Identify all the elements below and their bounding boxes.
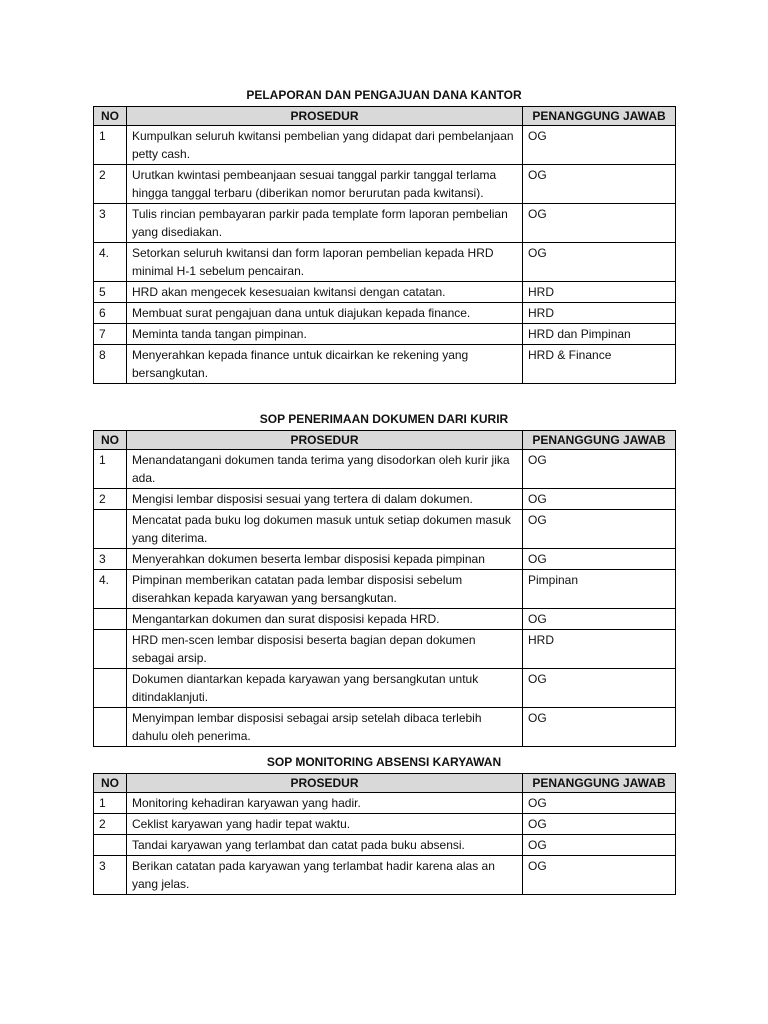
section-penerimaan-dokumen: [93, 411, 675, 747]
table-row: [94, 126, 676, 165]
cell-penanggung-jawab: HRD & Finance: [523, 345, 676, 384]
header-no: NO: [94, 774, 127, 793]
table-row: [94, 303, 676, 324]
cell-no: 1: [94, 450, 127, 489]
cell-penanggung-jawab: HRD: [523, 282, 676, 303]
cell-no: [94, 669, 127, 708]
cell-prosedur: HRD men-scen lembar disposisi beserta bagian depan dokumen sebagai arsip.: [127, 630, 523, 669]
cell-penanggung-jawab: OG: [523, 165, 676, 204]
procedure-table: [93, 773, 676, 895]
cell-penanggung-jawab: OG: [523, 814, 676, 835]
cell-no: 2: [94, 489, 127, 510]
cell-prosedur: Monitoring kehadiran karyawan yang hadir.: [127, 793, 523, 814]
cell-prosedur: Urutkan kwintasi pembeanjaan sesuai tanggal parkir tanggal terlama hingga tanggal terbaru (diberikan nomor berurutan pada kwitansi).: [127, 165, 523, 204]
table-row: [94, 510, 676, 549]
table-row: [94, 835, 676, 856]
table-row: [94, 630, 676, 669]
table-row: [94, 450, 676, 489]
table-row: [94, 609, 676, 630]
cell-penanggung-jawab: HRD: [523, 630, 676, 669]
table-row: [94, 243, 676, 282]
table-row: [94, 549, 676, 570]
cell-no: 7: [94, 324, 127, 345]
cell-no: 1: [94, 126, 127, 165]
cell-prosedur: Menandatangani dokumen tanda terima yang disodorkan oleh kurir jika ada.: [127, 450, 523, 489]
cell-prosedur: Menyerahkan dokumen beserta lembar disposisi kepada pimpinan: [127, 549, 523, 570]
table-header-row: [94, 107, 676, 126]
table-row: [94, 345, 676, 384]
cell-penanggung-jawab: OG: [523, 450, 676, 489]
table-row: [94, 793, 676, 814]
cell-prosedur: HRD akan mengecek kesesuaian kwitansi dengan catatan.: [127, 282, 523, 303]
header-no: NO: [94, 107, 127, 126]
cell-no: 2: [94, 165, 127, 204]
cell-prosedur: Menyimpan lembar disposisi sebagai arsip setelah dibaca terlebih dahulu oleh penerima.: [127, 708, 523, 747]
cell-no: [94, 609, 127, 630]
section-title: SOP MONITORING ABSENSI KARYAWAN: [266, 755, 502, 769]
table-row: [94, 570, 676, 609]
cell-penanggung-jawab: OG: [523, 204, 676, 243]
cell-prosedur: Tandai karyawan yang terlambat dan catat pada buku absensi.: [127, 835, 523, 856]
cell-no: 2: [94, 814, 127, 835]
cell-penanggung-jawab: OG: [523, 708, 676, 747]
header-prosedur: PROSEDUR: [127, 774, 523, 793]
section-pelaporan-dana: [93, 87, 675, 384]
cell-penanggung-jawab: Pimpinan: [523, 570, 676, 609]
section-title: PELAPORAN DAN PENGAJUAN DANA KANTOR: [246, 88, 522, 102]
cell-prosedur: Pimpinan memberikan catatan pada lembar disposisi sebelum diserahkan kepada karyawan yang bersangkutan.: [127, 570, 523, 609]
cell-no: [94, 510, 127, 549]
cell-no: 5: [94, 282, 127, 303]
header-penanggung-jawab: PENANGGUNG JAWAB: [523, 774, 676, 793]
procedure-table: [93, 106, 676, 384]
cell-no: 1: [94, 793, 127, 814]
cell-no: 6: [94, 303, 127, 324]
cell-no: 4.: [94, 570, 127, 609]
table-row: [94, 282, 676, 303]
cell-penanggung-jawab: OG: [523, 835, 676, 856]
table-row: [94, 669, 676, 708]
cell-no: 8: [94, 345, 127, 384]
cell-no: 3: [94, 549, 127, 570]
cell-penanggung-jawab: OG: [523, 489, 676, 510]
cell-no: [94, 835, 127, 856]
table-row: [94, 814, 676, 835]
cell-penanggung-jawab: OG: [523, 510, 676, 549]
header-penanggung-jawab: PENANGGUNG JAWAB: [523, 431, 676, 450]
cell-penanggung-jawab: HRD dan Pimpinan: [523, 324, 676, 345]
table-header-row: [94, 431, 676, 450]
procedure-table: [93, 430, 676, 747]
cell-prosedur: Kumpulkan seluruh kwitansi pembelian yang didapat dari pembelanjaan petty cash.: [127, 126, 523, 165]
table-row: [94, 165, 676, 204]
cell-prosedur: Tulis rincian pembayaran parkir pada template form laporan pembelian yang disediakan.: [127, 204, 523, 243]
cell-prosedur: Mencatat pada buku log dokumen masuk untuk setiap dokumen masuk yang diterima.: [127, 510, 523, 549]
cell-prosedur: Setorkan seluruh kwitansi dan form laporan pembelian kepada HRD minimal H-1 sebelum pencairan.: [127, 243, 523, 282]
cell-no: [94, 630, 127, 669]
header-prosedur: PROSEDUR: [127, 431, 523, 450]
cell-no: [94, 708, 127, 747]
section-monitoring-absensi: [93, 754, 675, 895]
cell-no: 3: [94, 204, 127, 243]
cell-penanggung-jawab: OG: [523, 669, 676, 708]
cell-penanggung-jawab: OG: [523, 549, 676, 570]
header-no: NO: [94, 431, 127, 450]
cell-prosedur: Membuat surat pengajuan dana untuk diajukan kepada finance.: [127, 303, 523, 324]
cell-prosedur: Berikan catatan pada karyawan yang terlambat hadir karena alas an yang jelas.: [127, 856, 523, 895]
cell-prosedur: Ceklist karyawan yang hadir tepat waktu.: [127, 814, 523, 835]
table-header-row: [94, 774, 676, 793]
section-title: SOP PENERIMAAN DOKUMEN DARI KURIR: [259, 412, 509, 426]
cell-penanggung-jawab: OG: [523, 609, 676, 630]
cell-prosedur: Dokumen diantarkan kepada karyawan yang bersangkutan untuk ditindaklanjuti.: [127, 669, 523, 708]
header-prosedur: PROSEDUR: [127, 107, 523, 126]
table-row: [94, 324, 676, 345]
cell-penanggung-jawab: OG: [523, 793, 676, 814]
table-row: [94, 708, 676, 747]
cell-prosedur: Menyerahkan kepada finance untuk dicairkan ke rekening yang bersangkutan.: [127, 345, 523, 384]
cell-penanggung-jawab: OG: [523, 126, 676, 165]
table-row: [94, 856, 676, 895]
cell-penanggung-jawab: OG: [523, 243, 676, 282]
table-row: [94, 489, 676, 510]
cell-prosedur: Mengisi lembar disposisi sesuai yang tertera di dalam dokumen.: [127, 489, 523, 510]
header-penanggung-jawab: PENANGGUNG JAWAB: [523, 107, 676, 126]
cell-penanggung-jawab: HRD: [523, 303, 676, 324]
cell-no: 3: [94, 856, 127, 895]
cell-penanggung-jawab: OG: [523, 856, 676, 895]
cell-no: 4.: [94, 243, 127, 282]
table-row: [94, 204, 676, 243]
cell-prosedur: Mengantarkan dokumen dan surat disposisi kepada HRD.: [127, 609, 523, 630]
cell-prosedur: Meminta tanda tangan pimpinan.: [127, 324, 523, 345]
